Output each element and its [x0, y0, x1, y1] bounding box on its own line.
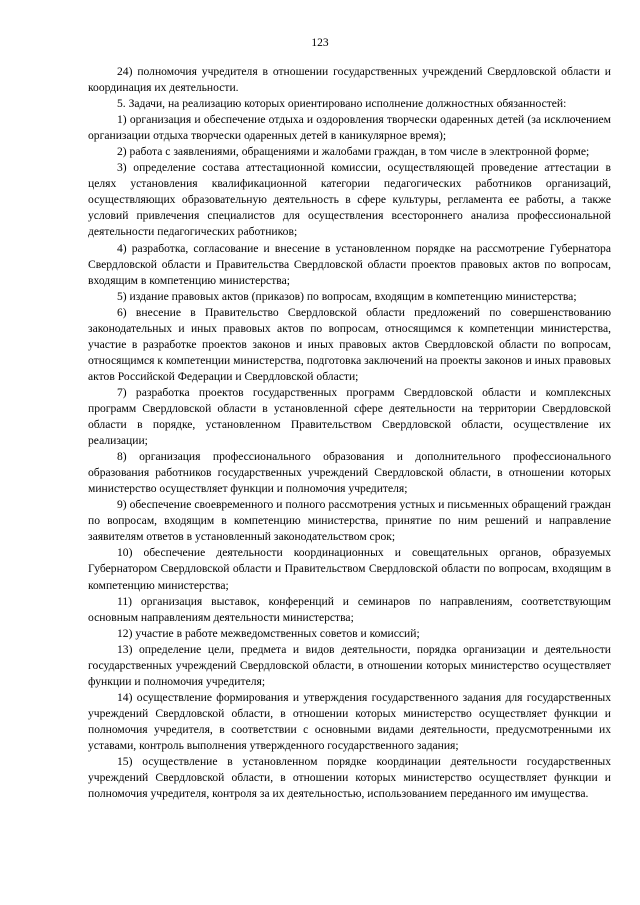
paragraph-task-14: 14) осуществление формирования и утверждения государственного задания для государственных учреждений Свердловской области, в отношении которых министерство осуществляет функции и полномочия учредителя, в соответствии с основными видами деятельности, предусмотренными их уставами, контроль выполнения утвержденного государственного задания; [88, 690, 611, 752]
paragraph-section-5: 5. Задачи, на реализацию которых ориентировано исполнение должностных обязанностей: [117, 97, 567, 111]
paragraph-task-13: 13) определение цели, предмета и видов деятельности, порядка организации и деятельности государственных учреждений Свердловской области, в отношении которых министерство осуществляет функции и полномочия учредителя; [88, 642, 611, 688]
paragraph-24: 24) полномочия учредителя в отношении государственных учреждений Свердловской области и координация их деятельности. [88, 65, 611, 95]
paragraph-task-10: 10) обеспечение деятельности координационных и совещательных органов, образуемых Губернатором Свердловской области и Правительством Свердловской области по вопросам, входящим в компетенцию министерства; [88, 546, 611, 592]
paragraph-task-7: 7) разработка проектов государственных программ Свердловской области и комплексных программ Свердловской области в установленной сфере деятельности на территории Свердловской области в порядке, установленном Правительством Свердловской области, осуществление их реализации; [88, 385, 611, 448]
document-body [88, 64, 611, 802]
paragraph-task-3: 3) определение состава аттестационной комиссии, осуществляющей проведение аттестации в целях установления квалификационной категории педагогических работников организаций, осуществляющих образовательную деятельность в сфере культуры, регламента ее работы, а также условий привлечения специалистов для осуществления всестороннего анализа профессиональной деятельности педагогических работников; [88, 161, 611, 239]
paragraph-task-5: 5) издание правовых актов (приказов) по вопросам, входящим в компетенцию министерства; [117, 289, 577, 303]
paragraph-task-9: 9) обеспечение своевременного и полного рассмотрения устных и письменных обращений граждан по вопросам, входящим в компетенцию министерства, принятие по ним решений и направление заявителям ответов в установленный законодательством срок; [88, 498, 611, 544]
paragraph-task-2: 2) работа с заявлениями, обращениями и жалобами граждан, в том числе в электронной форме; [117, 145, 590, 159]
paragraph-task-8: 8) организация профессионального образования и дополнительного профессионального образования работников государственных учреждений Свердловской области, в отношении которых министерство осуществляет функции и полномочия учредителя; [88, 450, 611, 496]
paragraph-task-15: 15) осуществление в установленном порядке координации деятельности государственных учреждений Свердловской области, в отношении которых министерство осуществляет функции и полномочия учредителя, контроля за их деятельностью, использованием переданного им имущества. [88, 755, 611, 801]
page-number: 123 [311, 37, 329, 49]
paragraph-task-4: 4) разработка, согласование и внесение в установленном порядке на рассмотрение Губернатора Свердловской области и Правительства Свердловской области проектов правовых актов по вопросам, входящим в компетенцию министерства; [88, 241, 611, 287]
paragraph-task-6: 6) внесение в Правительство Свердловской области предложений по совершенствованию законодательных и иных правовых актов по вопросам, относящимся к компетенции министерства, участие в разработке проектов законов и иных правовых актов Свердловской области по вопросам, относящимся к компетенции министерства, подготовка заключений на проекты законов и иных правовых актов Российской Федерации и Свердловской области; [88, 305, 611, 383]
paragraph-task-11: 11) организация выставок, конференций и семинаров по направлениям, соответствующим основным направлениям деятельности министерства; [88, 594, 611, 624]
paragraph-task-1: 1) организация и обеспечение отдыха и оздоровления творчески одаренных детей (за исключением организации отдыха творчески одаренных детей в каникулярное время); [88, 113, 611, 143]
paragraph-task-12: 12) участие в работе межведомственных советов и комиссий; [117, 626, 420, 640]
